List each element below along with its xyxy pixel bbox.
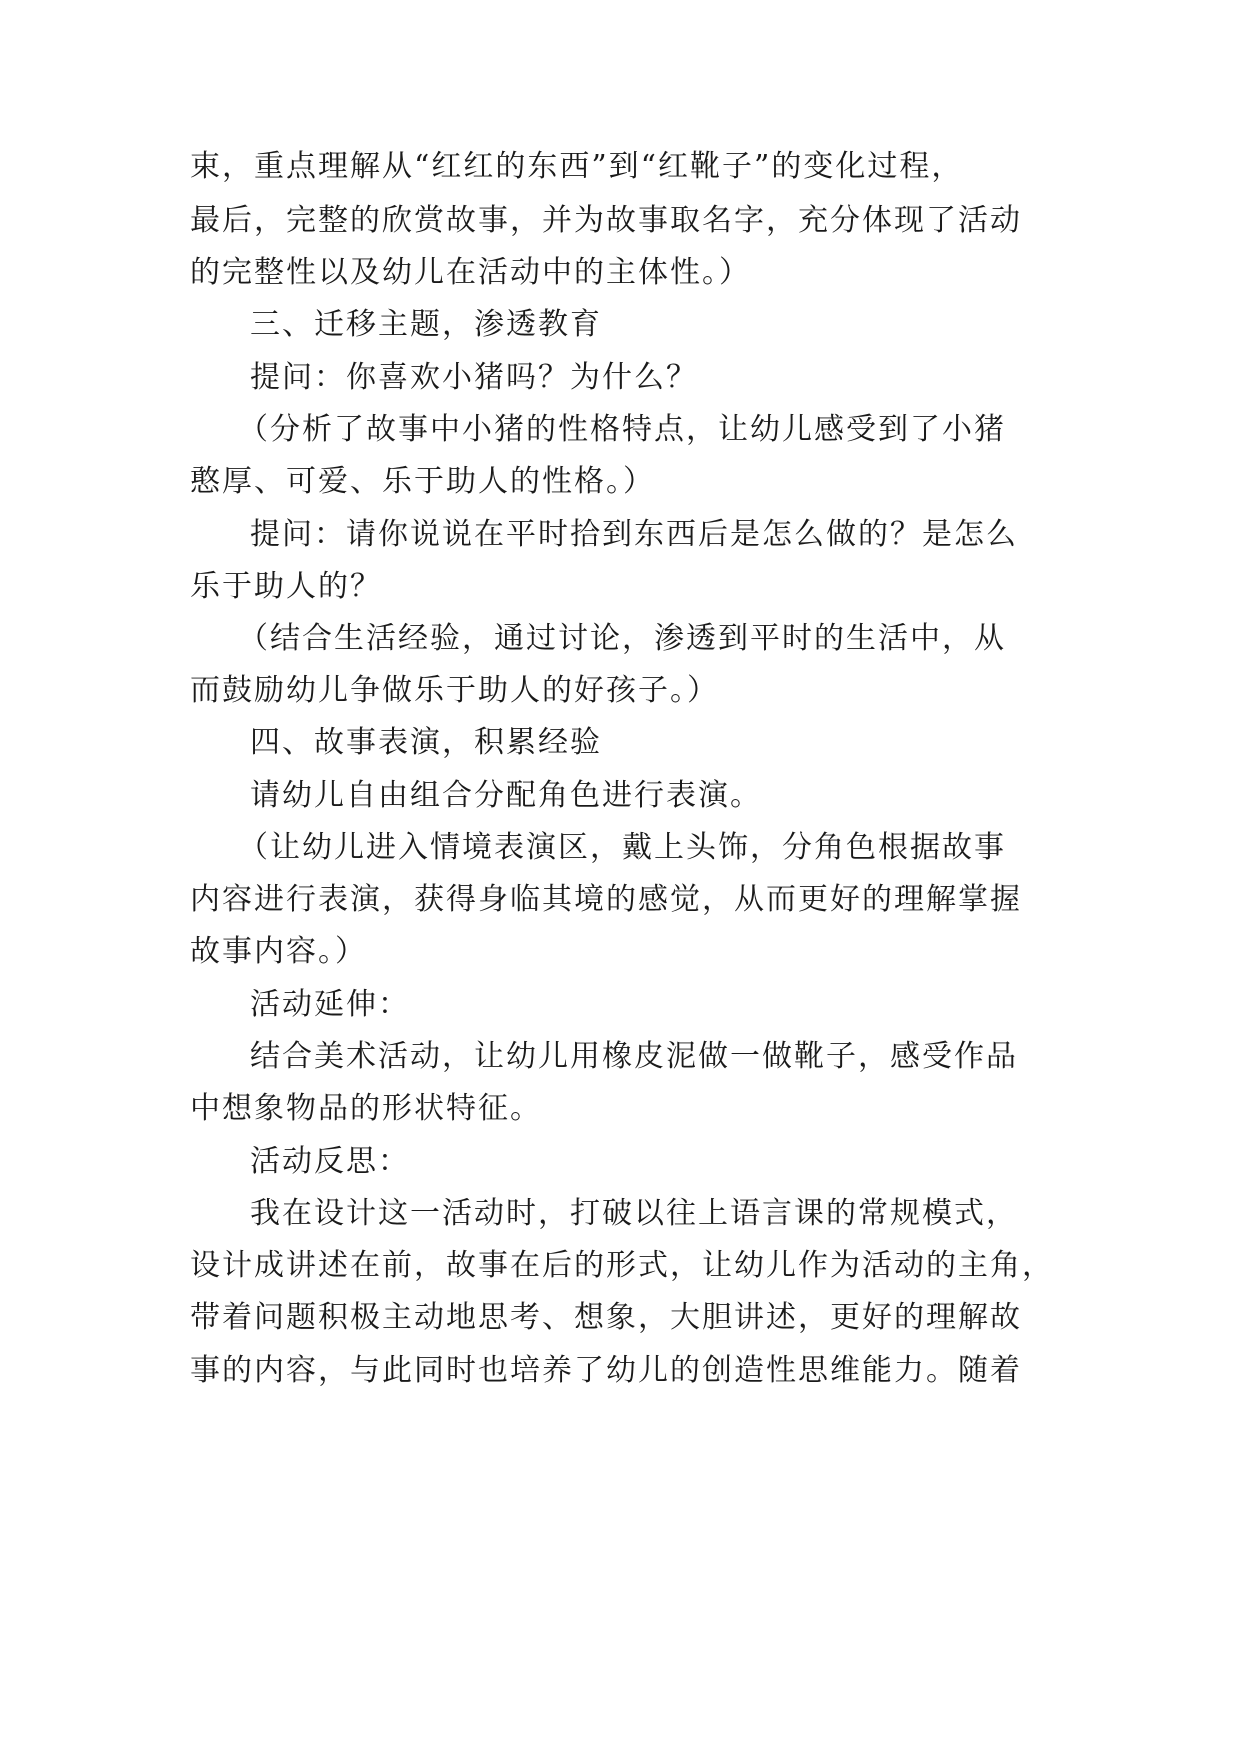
text-line: （结合生活经验，通过讨论，渗透到平时的生活中，从 (238, 621, 1006, 656)
text-line: （让幼儿进入情境表演区，戴上头饰，分角色根据故事 (238, 830, 1006, 865)
section-heading: 三、迁移主题，渗透教育 (250, 307, 602, 342)
text-line: 憨厚、可爱、乐于助人的性格。） (190, 464, 655, 499)
text-line: 设计成讲述在前，故事在后的形式，让幼儿作为活动的主角， (190, 1248, 1054, 1283)
section-heading: 活动反思： (250, 1144, 410, 1179)
text-line: 乐于助人的？ (190, 569, 382, 604)
text-line: 提问：你喜欢小猪吗？为什么？ (250, 360, 698, 395)
text-line: 内容进行表演，获得身临其境的感觉，从而更好的理解掌握 (190, 882, 1022, 917)
text-line: 的完整性以及幼儿在活动中的主体性。） (190, 255, 751, 290)
text-line: 我在设计这一活动时，打破以往上语言课的常规模式， (250, 1196, 1018, 1231)
text-line: 带着问题积极主动地思考、想象，大胆讲述，更好的理解故 (190, 1300, 1022, 1335)
text-line: 而鼓励幼儿争做乐于助人的好孩子。） (190, 673, 719, 708)
section-heading: 四、故事表演，积累经验 (250, 725, 602, 760)
text-line: 故事内容。） (190, 934, 367, 969)
text-line: 事的内容，与此同时也培养了幼儿的创造性思维能力。随着 (190, 1353, 1022, 1388)
text-line: 中想象物品的形状特征。 (190, 1091, 542, 1126)
text-line: （分析了故事中小猪的性格特点，让幼儿感受到了小猪 (238, 412, 1006, 447)
text-line: 最后，完整的欣赏故事，并为故事取名字，充分体现了活动 (190, 203, 1022, 238)
section-heading: 活动延伸： (250, 987, 410, 1022)
text-line: 请幼儿自由组合分配角色进行表演。 (250, 778, 762, 813)
text-line: 束，重点理解从“红红的东西”到“红靴子”的变化过程， (190, 149, 964, 184)
text-line: 提问：请你说说在平时拾到东西后是怎么做的？是怎么 (250, 517, 1018, 552)
text-line: 结合美术活动，让幼儿用橡皮泥做一做靴子，感受作品 (250, 1039, 1018, 1074)
